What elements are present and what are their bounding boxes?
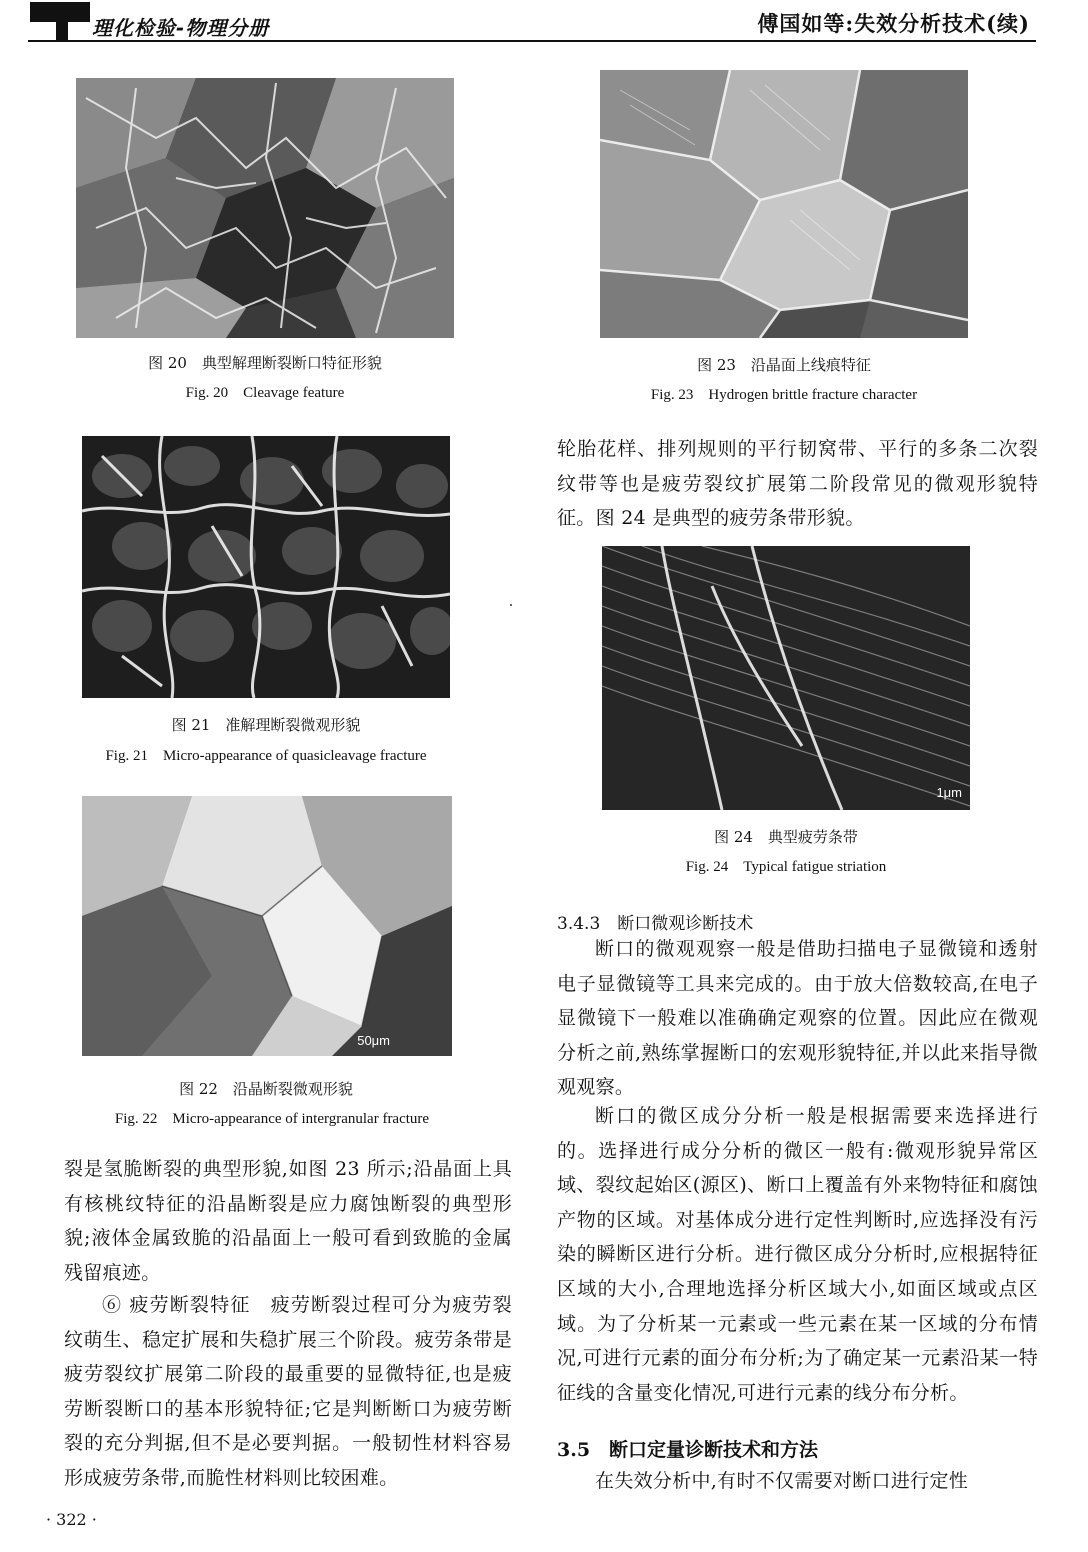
left-paragraph-2: [64, 1288, 512, 1496]
left-paragraph-1: [64, 1152, 512, 1290]
figure-20-caption-cn: 图 20 典型解理断裂断口特征形貌: [148, 354, 382, 372]
right-paragraph-2-text: 断口的微观观察一般是借助扫描电子显微镜和透射电子显微镜等工具来完成的。由于放大倍数较高,在电子显微镜下一般难以准确确定观察的位置。因此应在微观分析之前,熟练掌握断口的宏观形貌特征,并以此来指导微观观察。: [557, 938, 1038, 1099]
page-number: · 322 ·: [46, 1510, 97, 1529]
right-paragraph-4-text: 在失效分析中,有时不仅需要对断口进行定性: [595, 1470, 969, 1492]
figure-24-image: [602, 546, 970, 810]
right-paragraph-3: [557, 1099, 1038, 1410]
figure-22-image: [82, 796, 452, 1056]
figure-23-caption-cn: 图 23 沿晶面上线痕特征: [697, 356, 871, 374]
journal-logo-stem: [56, 2, 68, 40]
right-paragraph-1: [557, 432, 1038, 536]
figure-21-caption-cn: 图 21 准解理断裂微观形貌: [171, 716, 361, 734]
right-paragraph-1-text: 轮胎花样、排列规则的平行韧窝带、平行的多条二次裂纹带等也是疲劳裂纹扩展第二阶段常见的微观形貌特征。图 24 是典型的疲劳条带形貌。: [557, 438, 1038, 530]
page-header: [0, 0, 1088, 44]
section-3-4-3-heading: 3.4.3 断口微观诊断技术: [557, 914, 754, 934]
figure-22-caption-cn: 图 22 沿晶断裂微观形貌: [179, 1080, 353, 1098]
figure-21-caption-en: Fig. 21 Micro-appearance of quasicleavage fracture: [105, 748, 427, 764]
header-rule: [28, 40, 1036, 42]
right-paragraph-2: [557, 932, 1038, 1105]
figure-24-caption-cn: 图 24 典型疲劳条带: [714, 828, 858, 846]
scan-speck: [510, 604, 512, 606]
figure-23-caption-en: Fig. 23 Hydrogen brittle fracture character: [650, 387, 918, 403]
section-3-5-heading: 3.5 断口定量诊断技术和方法: [557, 1439, 819, 1461]
right-paragraph-4: [557, 1464, 1038, 1499]
running-title: 傅国如等:失效分析技术(续): [757, 11, 1030, 36]
figure-22-caption-en: Fig. 22 Micro-appearance of intergranular fracture: [114, 1111, 430, 1127]
figure-24-scale: 1μm: [936, 785, 962, 800]
left-paragraph-1-text: 裂是氢脆断裂的典型形貌,如图 23 所示;沿晶面上具有核桃纹特征的沿晶断裂是应力腐蚀断裂的典型形貌;液体金属致脆的沿晶面上一般可看到致脆的金属残留痕迹。: [64, 1158, 512, 1284]
left-paragraph-2-text: ⑥ 疲劳断裂特征 疲劳断裂过程可分为疲劳裂纹萌生、稳定扩展和失稳扩展三个阶段。疲劳条带是疲劳裂纹扩展第二阶段的最重要的显微特征,也是疲劳断裂断口的基本形貌特征;它是判断断口为疲劳断裂的充分判据,但不是必要判据。一般韧性材料容易形成疲劳条带,而脆性材料则比较困难。: [64, 1294, 512, 1489]
journal-name: 理化检验-物理分册: [92, 16, 270, 40]
figure-20-caption-en: Fig. 20 Cleavage feature: [185, 385, 345, 401]
right-paragraph-3-text: 断口的微区成分分析一般是根据需要来选择进行的。选择进行成分分析的微区一般有:微观形貌异常区域、裂纹起始区(源区)、断口上覆盖有外来物特征和腐蚀产物的区域。对基体成分进行定性判断时,应选择没有污染的瞬断区进行分析。进行微区成分分析时,应根据特征区域的大小,合理地选择分析区域大小,如面区域或点区域。为了分析某一元素或一些元素在某一区域的分布情况,可进行元素的面分布分析;为了确定某一元素沿某一特征线的含量变化情况,可进行元素的线分布分析。: [557, 1105, 1038, 1404]
figure-24-caption-en: Fig. 24 Typical fatigue striation: [685, 859, 887, 875]
figure-22-scale: 50μm: [357, 1033, 390, 1048]
figure-21-image: [82, 436, 450, 698]
figure-20-image: [76, 78, 454, 338]
figure-23-image: [600, 70, 968, 338]
